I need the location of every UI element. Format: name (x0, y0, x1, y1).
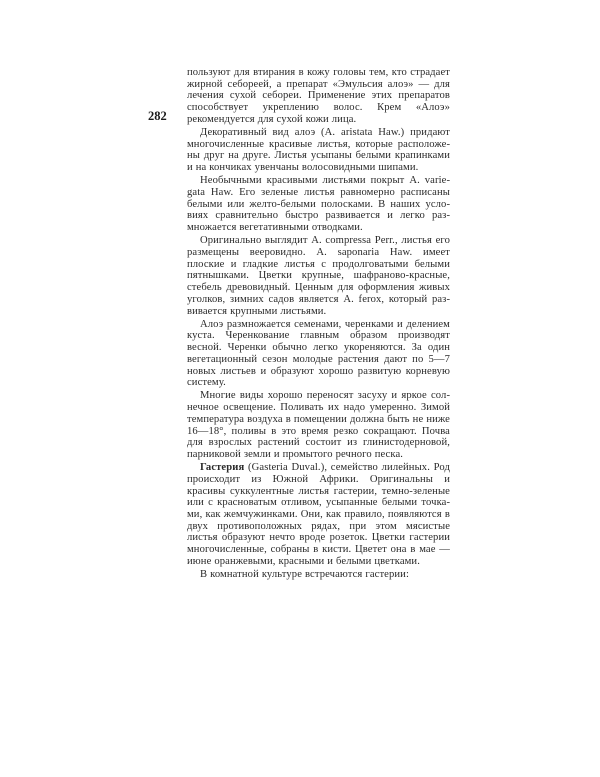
page-number: 282 (148, 109, 167, 123)
paragraph: пользуют для втирания в кожу головы тем, кто страдает жирной себореей, а препарат «Эмульсия алоэ» — для лечения сухой себореи. Применение этих препаратов способствует укреплению волос. Крем «Алоэ» рекомендуется для сухой кожи лица. (187, 67, 450, 125)
paragraph: Декоративный вид алоэ (A. aristata Haw.) придают многочисленные красивые листья, которые расположены друг на друге. Листья усыпаны белыми крапинками и на кончиках увенчаны волосовидными шипами. (187, 127, 450, 174)
paragraph-gasteria-text: (Gasteria Duval.), семейство лилейных. Род происходит из Южной Африки. Оригинальны и красивы суккулентные листья гастерии, темно-зеленые или с красноватым отливом, усыпанные белыми точками, как жемчужинками. Они, как правило, появляются в двух противоположных рядах, при этом мясистые листья образуют нечто вроде розеток. Цветки гастерии многочисленные, собраны в кисти. Цветет она в мае — июне оранжевыми, красными и белыми цветками. (187, 462, 450, 567)
paragraph: Алоэ размножается семенами, черенками и делением куста. Черенкование главным образом производят весной. Черенки обычно легко укореняются. За один вегетационный сезон молодые растения дают по 5—7 новых листьев и образуют хорошо развитую корневую систему. (187, 318, 450, 389)
text-column (187, 67, 450, 581)
paragraph: Оригинально выглядит A. compressa Perr., листья его размещены вееровидно. A. saponaria Haw. имеет плоские и гладкие листья с продолговатыми белыми пятнышками. Цветки крупные, шафраново-красные, стебель древовидный. Ценным для оформления живых уголков, зимних садов является A. ferox, который развивается крупными листьями. (187, 235, 450, 317)
paragraph: В комнатной культуре встречаются гастерии: (200, 569, 409, 581)
paragraph-gasteria (187, 462, 450, 567)
paragraph: Многие виды хорошо переносят засуху и яркое солнечное освещение. Поливать их надо умеренно. Зимой температура воздуха в помещении должна быть не ниже 16—18°, поливы в это время резко сокращают. Почва для взрослых растений состоит из глинистодерновой, парниковой земли и промытого речного песка. (187, 390, 450, 460)
paragraph: Необычными красивыми листьями покрыт A. variegata Haw. Его зеленые листья равномерно расписаны белыми или желто-белыми полосками. В наших условиях сравнительно быстро развивается и легко размножается вегетативными отводками. (187, 175, 450, 234)
term-gasteria: Гастерия (200, 462, 245, 474)
